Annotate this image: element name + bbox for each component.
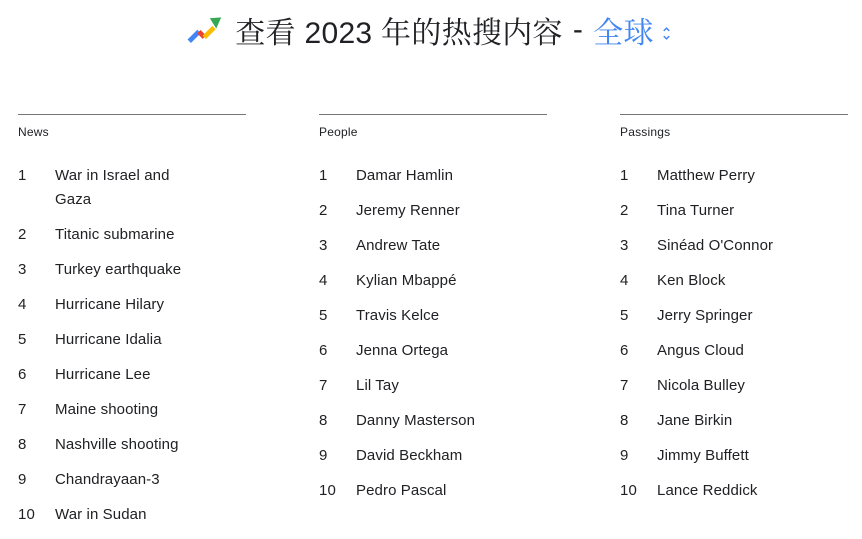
item-rank: 2 xyxy=(319,202,328,219)
item-label: Kylian Mbappé xyxy=(356,272,457,289)
category-column xyxy=(18,114,246,538)
region-selector[interactable] xyxy=(593,8,675,52)
list-item[interactable] xyxy=(620,269,848,293)
category-header: News xyxy=(18,125,49,139)
item-rank: 1 xyxy=(319,167,328,184)
item-rank: 7 xyxy=(18,401,27,418)
item-rank: 10 xyxy=(620,482,637,499)
column-divider xyxy=(18,114,246,115)
item-label: Andrew Tate xyxy=(356,237,441,254)
item-rank: 2 xyxy=(18,226,27,243)
item-label: War in Israel and Gaza xyxy=(55,167,170,208)
item-label: Lil Tay xyxy=(356,377,399,394)
item-rank: 8 xyxy=(620,412,629,429)
list-item[interactable] xyxy=(319,374,547,398)
item-label: Danny Masterson xyxy=(356,412,476,429)
item-rank: 4 xyxy=(620,272,629,289)
item-rank: 6 xyxy=(319,342,328,359)
item-rank: 8 xyxy=(319,412,328,429)
list-item[interactable] xyxy=(18,503,246,527)
column-divider xyxy=(620,114,848,115)
list-item[interactable] xyxy=(620,339,848,363)
item-label: Damar Hamlin xyxy=(356,167,454,184)
page-title xyxy=(0,10,862,50)
category-column xyxy=(319,114,547,538)
list-item[interactable] xyxy=(18,164,246,212)
item-rank: 5 xyxy=(620,307,629,324)
item-label: Turkey earthquake xyxy=(55,261,182,278)
unfold-more-icon xyxy=(658,25,675,42)
item-rank: 8 xyxy=(18,436,27,453)
item-label: Maine shooting xyxy=(55,401,159,418)
list-item[interactable] xyxy=(319,199,547,223)
list-item[interactable] xyxy=(620,444,848,468)
item-rank: 2 xyxy=(620,202,629,219)
category-list xyxy=(319,164,547,503)
item-label: Jenna Ortega xyxy=(356,342,449,359)
item-label: War in Sudan xyxy=(55,506,147,523)
item-rank: 1 xyxy=(18,167,27,184)
item-label: Hurricane Idalia xyxy=(55,331,162,348)
item-rank: 3 xyxy=(620,237,629,254)
item-rank: 5 xyxy=(18,331,27,348)
item-rank: 10 xyxy=(319,482,336,499)
item-rank: 4 xyxy=(319,272,328,289)
list-item[interactable] xyxy=(319,304,547,328)
category-header: Passings xyxy=(620,125,671,139)
item-label: Angus Cloud xyxy=(657,342,744,359)
category-list xyxy=(620,164,848,503)
top-lists xyxy=(0,114,862,538)
list-item[interactable] xyxy=(18,468,246,492)
category-header: People xyxy=(319,125,358,139)
list-item[interactable] xyxy=(18,363,246,387)
item-label: Titanic submarine xyxy=(55,226,175,243)
item-label: Hurricane Hilary xyxy=(55,296,165,313)
list-item[interactable] xyxy=(319,164,547,188)
item-rank: 10 xyxy=(18,506,35,523)
column-divider xyxy=(319,114,547,115)
list-item[interactable] xyxy=(620,374,848,398)
list-item[interactable] xyxy=(620,304,848,328)
list-item[interactable] xyxy=(620,409,848,433)
item-label: Ken Block xyxy=(657,272,726,289)
item-rank: 9 xyxy=(319,447,328,464)
item-rank: 9 xyxy=(18,471,27,488)
list-item[interactable] xyxy=(319,234,547,258)
list-item[interactable] xyxy=(620,479,848,503)
item-label: Jeremy Renner xyxy=(356,202,460,219)
item-rank: 3 xyxy=(319,237,328,254)
category-list xyxy=(18,164,246,527)
item-label: Jimmy Buffett xyxy=(657,447,749,464)
list-item[interactable] xyxy=(319,269,547,293)
list-item[interactable] xyxy=(18,258,246,282)
list-item[interactable] xyxy=(620,199,848,223)
title-separator: - xyxy=(572,13,584,46)
item-rank: 5 xyxy=(319,307,328,324)
item-label: Nashville shooting xyxy=(55,436,179,453)
item-label: Tina Turner xyxy=(657,202,735,219)
list-item[interactable] xyxy=(18,433,246,457)
item-rank: 6 xyxy=(18,366,27,383)
item-rank: 9 xyxy=(620,447,629,464)
list-item[interactable] xyxy=(18,398,246,422)
item-label: Nicola Bulley xyxy=(657,377,746,394)
item-label: Travis Kelce xyxy=(356,307,440,324)
item-rank: 6 xyxy=(620,342,629,359)
item-label: Sinéad O'Connor xyxy=(657,237,774,254)
item-rank: 1 xyxy=(620,167,629,184)
list-item[interactable] xyxy=(18,328,246,352)
item-rank: 4 xyxy=(18,296,27,313)
item-label: Matthew Perry xyxy=(657,167,755,184)
list-item[interactable] xyxy=(319,409,547,433)
category-column xyxy=(620,114,848,538)
page-title-text: 查看 2023 年的热搜内容 xyxy=(235,17,563,50)
region-selector-label: 全球 xyxy=(593,17,654,50)
item-label: Jerry Springer xyxy=(657,307,753,324)
list-item[interactable] xyxy=(620,164,848,188)
item-rank: 3 xyxy=(18,261,27,278)
item-label: Hurricane Lee xyxy=(55,366,151,383)
item-label: Chandrayaan-3 xyxy=(55,471,160,488)
item-label: Pedro Pascal xyxy=(356,482,447,499)
list-item[interactable] xyxy=(319,444,547,468)
list-item[interactable] xyxy=(18,293,246,317)
list-item[interactable] xyxy=(620,234,848,258)
trends-logo-icon xyxy=(187,15,223,45)
item-rank: 7 xyxy=(620,377,629,394)
item-label: Lance Reddick xyxy=(657,482,758,499)
item-rank: 7 xyxy=(319,377,328,394)
item-label: David Beckham xyxy=(356,447,463,464)
item-label: Jane Birkin xyxy=(657,412,733,429)
list-item[interactable] xyxy=(18,223,246,247)
list-item[interactable] xyxy=(319,339,547,363)
list-item[interactable] xyxy=(319,479,547,503)
